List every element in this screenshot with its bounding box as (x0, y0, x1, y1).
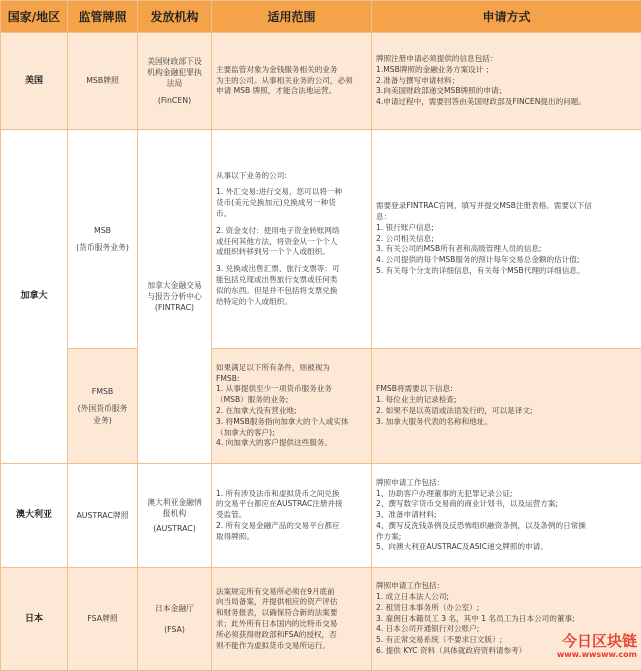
header-license: 监管牌照 (68, 1, 138, 33)
row-canada-fmsb (1, 349, 641, 464)
authority-usa: 美国财政部下设 机构金融犯罪执 法局 (FinCEN) (138, 33, 212, 130)
method-japan: 牌照申请工作包括： 1. 成立日本法人公司; 2. 租赁日本事务所（办公室）; 3. 雇佣日本籍员工 3 名，其中 1 名员工为日本公司的董事; 4. 日本公司开通银行对公账户; 5. 有正常交易系统（不要求日文版）; 6. 提供 KYC 资料（具体就政府资料请参考） (372, 568, 641, 671)
country-australia: 澳大利亚 (1, 464, 68, 568)
method-usa: 牌照注册申请必须提供的信息包括： 1.MSB牌照的金融业务方案设计 ； 2.准备与撰写申请材料； 3.向美国财政部递交MSB牌照的申请； 4.申请过程中，需要回答由美国财政部及FINCEN提出的问题。 (372, 33, 641, 130)
license-australia: AUSTRAC牌照 (68, 464, 138, 568)
scope-usa: 主要监管对象为金钱服务相关的业务 为主的公司。从事相关业务的公司，必须 申请 MSB 牌照，才能合法地运营。 (212, 33, 372, 130)
header-authority: 发放机构 (138, 1, 212, 33)
scope-canada-msb: 从事以下业务的公司: 1. 外汇交易:进行交易，您可以将一种 货币(美元兑换加元)兑换成另一种货 币。 2. 资金支付：使用电子资金转账网络 或任何其他方法，将资金从一个个人 或组织转移到另一个个人或组织。 3. 兑换或出售汇票、旅行支票等：可 能包括兑现或出售旅行支票或任何类 似的东西。但是并不包括将支票兑换 给特定的个人或组织。 (212, 130, 372, 349)
country-canada: 加拿大 (1, 130, 68, 464)
scope-japan: 法案规定所有交易所必须在9月底前 向当局备案，并提供相应的资产评估 和财务报表，以确保符合新的法案要 求；此外所有日本国内的比特币交易 所必须获得财政部和FSA的授权，否 则不能作为虚拟货币交易所运行。 (212, 568, 372, 671)
license-canada-msb: MSB (货币服务业务) (68, 130, 138, 349)
method-canada-fmsb: FMSB将需要以下信息: 1. 每位业主的记录检查; 2. 如果不是以英语或法语发行的，可以是译文; 3. 加拿大服务代表的名称和地址。 (372, 349, 641, 464)
header-country: 国家/地区 (1, 1, 68, 33)
watermark-title: 今日区块链 (527, 632, 637, 650)
country-japan: 日本 (1, 568, 68, 671)
header-scope: 适用范围 (212, 1, 372, 33)
authority-australia: 澳大利亚金融情 报机构 (AUSTRAC) (138, 464, 212, 568)
header-method: 申请方式 (372, 1, 641, 33)
header-row (1, 1, 641, 33)
authority-canada: 加拿大金融交易 与报告分析中心 (FINTRAC) (138, 130, 212, 464)
scope-canada-fmsb: 如果满足以下所有条件，则被视为 FMSB: 1. 从事提供至少一项货币服务业务 （MSB）服务的业务; 2. 在加拿大没有营业地; 3. 将MSB服务指向加拿大的个人或实体 （加拿大的客户); 4. 向加拿大的客户提供这些服务。 (212, 349, 372, 464)
method-canada-msb: 需要登录FINTRAC官网，填写并提交MSB注册表格。需要以下信 息： 1. 银行账户信息; 2. 公司相关信息; 3. 有关公司的MSB所有者和高级管理人员的信息; 4. 公司提供的每个MSB服务的预计每年交易总金额的估计值; 5. 有关每个分支的详细信息，有关每个MSB代理的详细信息。 (372, 130, 641, 349)
license-japan: FSA牌照 (68, 568, 138, 671)
method-australia: 牌照申请工作包括： 1、协助客户办理董事的无犯罪记录公证; 2、撰写数字货币交易商的商业计划书，以及运营方案; 3、准备申请材料; 4、撰写反洗钱条例及反恐怖组织融资条例，以及条例的日常操 作方案; 5、向澳大利亚AUSTRAC及ASIC递交牌照的申请。 (372, 464, 641, 568)
row-usa (1, 33, 641, 130)
watermark-logo (527, 632, 637, 666)
authority-japan: 日本金融厅 (FSA) (138, 568, 212, 671)
license-canada-fmsb: FMSB (外国货币服务 业务) (68, 349, 138, 464)
row-canada-msb (1, 130, 641, 349)
row-australia (1, 464, 641, 568)
watermark-url: www.wwsww.com (527, 650, 637, 660)
scope-australia: 1. 所有涉及法币和虚拟货币之间兑换 的交易平台都应在AUSTRAC注册并接 受监管。 2. 所有交易金融产品的交易平台都应 取得牌照。 (212, 464, 372, 568)
license-usa: MSB牌照 (68, 33, 138, 130)
country-usa: 美国 (1, 33, 68, 130)
